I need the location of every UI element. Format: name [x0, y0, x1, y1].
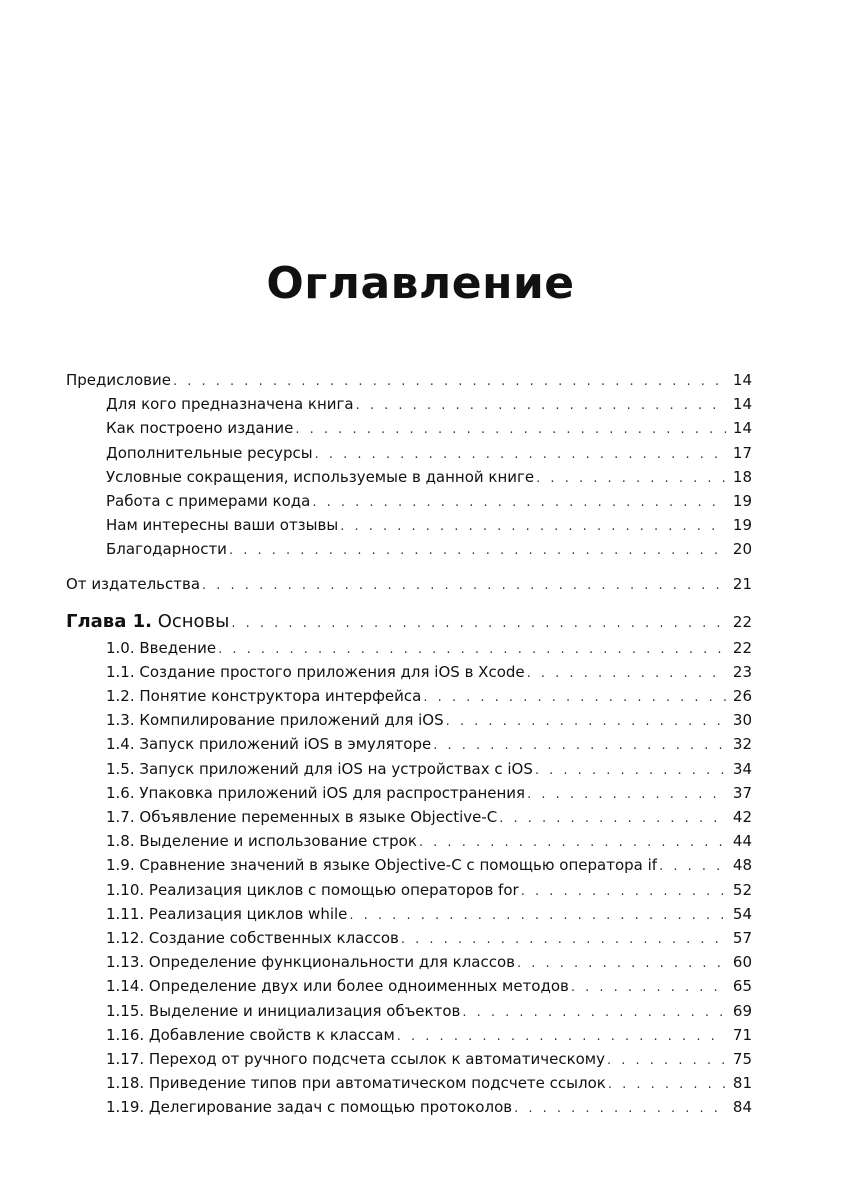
- toc-entry[interactable]: [66, 732, 752, 756]
- toc-entry-label: 1.11. Реализация циклов while: [106, 904, 348, 923]
- toc-entry[interactable]: [66, 489, 752, 513]
- toc-entry-label: 1.13. Определение функциональности для классов: [106, 953, 515, 972]
- toc-entry-page: 22: [732, 612, 752, 631]
- toc-entry-page: 84: [732, 1098, 752, 1117]
- toc-entry-label: 1.12. Создание собственных классов: [106, 928, 399, 947]
- toc-entry-label: Работа с примерами кода: [106, 491, 311, 510]
- toc-entry-label: Как построено издание: [106, 419, 294, 438]
- toc-entry-label: 1.17. Переход от ручного подсчета ссылок к автоматическому: [106, 1049, 605, 1068]
- toc-entry-page: 42: [732, 808, 752, 826]
- dot-leader: [608, 1073, 726, 1097]
- dot-leader: [521, 880, 726, 904]
- toc-entry-label: 1.10. Реализация циклов с помощью операторов for: [106, 880, 519, 899]
- chapter-name: Основы: [157, 610, 230, 632]
- toc-entry[interactable]: [66, 537, 752, 561]
- toc-entry[interactable]: [66, 392, 752, 416]
- dot-leader: [397, 1025, 726, 1049]
- dot-leader: [349, 904, 726, 928]
- toc-entry[interactable]: [66, 684, 752, 708]
- toc-entry-label: Благодарности: [106, 540, 227, 559]
- toc-entry[interactable]: [66, 441, 752, 465]
- toc-entry-page: 37: [732, 783, 752, 802]
- toc-entry[interactable]: [66, 805, 752, 829]
- toc-entry-page: 44: [732, 832, 752, 851]
- toc-entry-label: Для кого предназначена книга: [106, 395, 354, 414]
- dot-leader: [312, 491, 726, 515]
- dot-leader: [659, 855, 726, 879]
- toc-entry-label: 1.6. Упаковка приложений iOS для распространения: [106, 783, 526, 802]
- toc-entry-label: 1.14. Определение двух или более одноименных методов: [106, 977, 569, 996]
- toc-entry[interactable]: [66, 660, 752, 684]
- toc-entry-page: 18: [732, 467, 752, 486]
- dot-leader: [446, 710, 726, 734]
- chapter-1-sections: [66, 636, 752, 1120]
- toc-entry-page: 57: [732, 928, 752, 947]
- toc-entry[interactable]: [66, 999, 752, 1023]
- toc-entry-label: 1.3. Компилирование приложений для iOS: [106, 711, 444, 730]
- dot-leader: [218, 638, 726, 662]
- toc-entry-page: 60: [732, 953, 752, 972]
- toc-entry-label: 1.2. Понятие конструктора интерфейса: [106, 687, 422, 706]
- toc-entry-chapter-1[interactable]: [66, 608, 752, 636]
- toc-entry-page: 22: [732, 638, 752, 657]
- toc-entry-page: 30: [732, 711, 752, 730]
- toc-entry-publisher[interactable]: [66, 572, 752, 596]
- toc-entry-label: Дополнительные ресурсы: [106, 443, 313, 462]
- toc-entry-page: 14: [732, 395, 752, 414]
- dot-leader: [340, 515, 726, 539]
- toc-entry-page: 19: [732, 516, 752, 535]
- toc-entry-label: Нам интересны ваши отзывы: [106, 516, 339, 535]
- toc-entry[interactable]: [66, 1047, 752, 1071]
- toc-entry-page: 17: [732, 443, 752, 462]
- dot-leader: [315, 443, 726, 467]
- dot-leader: [229, 539, 726, 563]
- toc-entry-label: Условные сокращения, используемые в данной книге: [106, 467, 535, 486]
- dot-leader: [536, 467, 726, 491]
- dot-leader: [535, 759, 726, 783]
- toc-entry-label: Предисловие: [66, 371, 171, 389]
- dot-leader: [202, 574, 726, 598]
- toc-entry[interactable]: [66, 465, 752, 489]
- toc-entry-page: 75: [732, 1049, 752, 1068]
- dot-leader: [356, 394, 726, 418]
- page-title: Оглавление: [266, 258, 575, 309]
- toc-entry[interactable]: [66, 902, 752, 926]
- toc-entry-label: 1.5. Запуск приложений для iOS на устройствах с iOS: [106, 759, 533, 778]
- toc-entry-page: 81: [732, 1074, 752, 1093]
- chapter-prefix: Глава 1.: [66, 610, 152, 632]
- table-of-contents: [66, 368, 752, 1119]
- toc-entry[interactable]: [66, 708, 752, 732]
- toc-entry-label: 1.8. Выделение и использование строк: [106, 832, 417, 851]
- dot-leader: [401, 928, 726, 952]
- dot-leader: [173, 370, 726, 394]
- toc-entry-page: 32: [732, 735, 752, 754]
- dot-leader: [433, 734, 726, 758]
- toc-entry[interactable]: [66, 1023, 752, 1047]
- toc-entry-page: 19: [732, 491, 752, 510]
- toc-entry[interactable]: [66, 781, 752, 805]
- toc-entry[interactable]: [66, 636, 752, 660]
- toc-entry-page: 69: [732, 1001, 752, 1020]
- toc-entry-label: 1.16. Добавление свойств к классам: [106, 1025, 395, 1044]
- toc-entry-page: 34: [732, 759, 752, 778]
- toc-entry-page: 65: [732, 977, 752, 996]
- toc-entry[interactable]: [66, 757, 752, 781]
- toc-entry[interactable]: [66, 1071, 752, 1095]
- toc-entry-page: 48: [732, 856, 752, 875]
- toc-entry-page: 52: [732, 880, 752, 899]
- dot-leader: [607, 1049, 726, 1073]
- toc-entry-label: От издательства: [66, 574, 201, 593]
- toc-entry[interactable]: [66, 926, 752, 950]
- toc-entry-label: 1.0. Введение: [106, 638, 217, 657]
- dot-leader: [527, 783, 726, 807]
- toc-entry[interactable]: [66, 416, 752, 440]
- front-matter-list: [66, 368, 752, 562]
- toc-entry-label: 1.4. Запуск приложений iOS в эмуляторе: [106, 735, 432, 754]
- toc-entry[interactable]: [66, 829, 752, 853]
- toc-entry-page: 23: [732, 662, 752, 681]
- dot-leader: [571, 976, 726, 1000]
- toc-entry-label: 1.7. Объявление переменных в языке Objective-C: [106, 808, 498, 826]
- toc-entry-page: 21: [732, 574, 752, 593]
- toc-entry[interactable]: [66, 950, 752, 974]
- toc-entry-page: 14: [732, 371, 752, 389]
- toc-entry-page: 26: [732, 687, 752, 706]
- dot-leader: [419, 831, 726, 855]
- toc-entry-page: 71: [732, 1025, 752, 1044]
- toc-entry[interactable]: [66, 974, 752, 998]
- toc-entry-page: 14: [732, 419, 752, 438]
- dot-leader: [517, 952, 726, 976]
- toc-entry-page: 54: [732, 904, 752, 923]
- dot-leader: [231, 610, 726, 638]
- toc-entry[interactable]: [66, 1095, 752, 1119]
- toc-entry-label: 1.19. Делегирование задач с помощью протоколов: [106, 1098, 513, 1117]
- toc-entry-label: 1.1. Создание простого приложения для iOS в Xcode: [106, 662, 525, 681]
- dot-leader: [514, 1097, 726, 1121]
- toc-entry[interactable]: [66, 878, 752, 902]
- dot-leader: [295, 418, 726, 442]
- toc-entry-page: 20: [732, 540, 752, 559]
- toc-entry-label: 1.15. Выделение и инициализация объектов: [106, 1001, 461, 1020]
- chapter-heading: [66, 608, 229, 636]
- toc-entry-label: 1.18. Приведение типов при автоматическом подсчете ссылок: [106, 1074, 606, 1093]
- dot-leader: [423, 686, 726, 710]
- dot-leader: [527, 662, 726, 686]
- toc-entry[interactable]: [66, 368, 752, 392]
- toc-entry-label: 1.9. Сравнение значений в языке Objective-C с помощью оператора if: [106, 856, 658, 875]
- dot-leader: [499, 807, 726, 831]
- toc-entry[interactable]: [66, 853, 752, 877]
- toc-entry[interactable]: [66, 513, 752, 537]
- dot-leader: [462, 1001, 726, 1025]
